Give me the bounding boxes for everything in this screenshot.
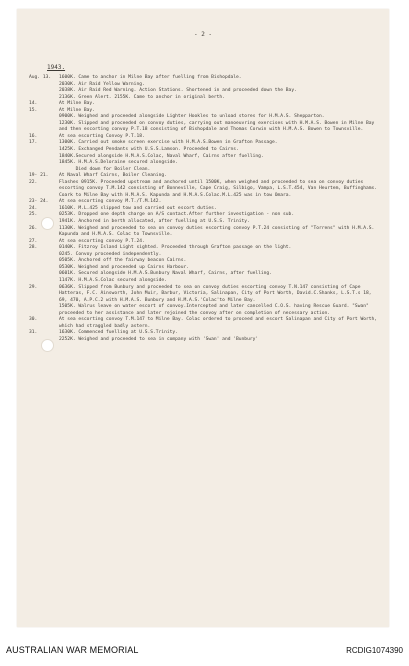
- log-entry: [29, 160, 379, 173]
- entry-date: 24.: [29, 205, 38, 211]
- entry-text: At Milne Bay.: [59, 107, 95, 113]
- entry-text: 0530K. Weighed and proceeded up Cairns Harbour.: [59, 264, 189, 270]
- log-entry: [29, 285, 379, 305]
- entry-text: 0253K. Dropped one depth charge on A/S contact.After further investigation - non sub.: [59, 212, 295, 218]
- entry-text: 2030K. Air Raid Yellow Warning.: [59, 81, 145, 87]
- log-entry: [29, 121, 379, 134]
- archive-footer: [0, 636, 409, 666]
- entry-date: 22.: [29, 179, 38, 185]
- reference-code: RCDIG1074390: [346, 646, 403, 655]
- entry-text: At Naval Wharf Cairns, Boiler Cleaning.: [59, 173, 167, 179]
- entry-text: 1845K. H.M.A.S.Deloraine secured alongside. Died down for Boiler Clean.: [59, 160, 178, 172]
- entry-text: 1230K. Slipped and proceeded on convoy duties, carrying out manoeuvring exercises with H.M.A.S. Bowen in Milne Bay and then escorting convoy P.T.18 consisting of Bishopdale and Thomas Corwin with H.M.A.S. Bowen to Townsville.: [59, 120, 378, 133]
- log-entry: [29, 180, 379, 200]
- entry-text: At sea escorting Convoy P.T.18.: [59, 133, 145, 139]
- entry-text: Flashes 0915K. Proceeded upstream and anchored until 1500K, when weighed and proceeded to sea on convoy duties escorting convoy T.M.142 consisting of Bonneville, Cape Craig, Silbigo, Vampa, L.S.T.454, Van Heurtem, Buffinghams. Coark to Milne Bay with H.M.A.S. Kapunda and H.M.A.S.Colac.M.L.425 was in tow Omara.: [59, 179, 380, 198]
- entry-date: 31.: [29, 330, 38, 336]
- entry-text: 1600K. Came to anchor in Milne Bay after fuelling from Bishopdale.: [59, 75, 242, 80]
- entry-text: 1300K. Carried out smoke screen exercise with H.M.A.S.Bowen in Grafton Passage.: [59, 140, 278, 146]
- entry-text: At sea escorting convoy T.M.147 to Milne Bay. Colac ordered to proceed and escort Salinapan and City of Port Worth, which had straggled badly astern.: [59, 317, 380, 329]
- entry-text: 2136K. Green Alert. 2155K. Came to anchor in original berth.: [59, 94, 225, 100]
- entry-text: 1941K. Anchored in berth allocated, after fuelling at U.S.S. Trinity.: [59, 219, 250, 225]
- entry-text: 1610K. M.L.425 slipped tow and carried out escort duties.: [59, 205, 217, 211]
- log-entries: [29, 75, 379, 343]
- entry-date: 27.: [29, 238, 38, 244]
- document-page: [17, 9, 389, 627]
- log-entry: [29, 304, 379, 317]
- entry-date: 15.: [29, 107, 38, 113]
- page-number: - 2 -: [193, 31, 213, 38]
- entry-text: 0505K. Anchored off the fairway beacon Cairns.: [59, 258, 187, 264]
- entry-text: 2038K. Air Raid Red Warning. Action Stations. Shortened in and proceeded down the Bay.: [59, 88, 297, 94]
- entry-text: 1147K. H.M.A.S.Colac secured alongside.: [59, 277, 167, 283]
- entry-text: 0140K. Fitzroy Island Light sighted. Proceeded through Grafton passage on the light.: [59, 245, 292, 251]
- entry-text: At Milne Bay.: [59, 101, 95, 107]
- entry-text: At sea escorting convoy M.T./T.M.142.: [59, 199, 162, 205]
- entry-date: 29.: [29, 284, 38, 290]
- entry-text: 0636K. Slipped from Bunbury and proceeded to sea on convoy duties escorting convoy T.N.147 consisting of Cape Hatteras, F.C. Ainsworth, John Muir, Barbur, Victoria, Salinapan, City of Port Worth, David.C.Shanks, L.S.T.s 18, 69, 470, A.P.C.2 with H.M.A.S. Bunbury and H.M.A.S.'Colac'to Milne Bay.: [59, 284, 375, 303]
- entry-text: 0601K. Secured alongside H.M.A.S.Bunbury Naval Wharf, Cairns, after fuelling.: [59, 271, 272, 277]
- entry-text: 0245. Convoy proceeded independently.: [59, 251, 162, 257]
- entry-date: 30.: [29, 317, 38, 323]
- entry-text: 1630K. Commenced fuelling at U.S.S.Trinity. 2252K. Weighed and proceeded to sea in company with 'Swan' and 'Bunbury': [59, 330, 259, 342]
- entry-date: 28.: [29, 245, 38, 251]
- entry-date: Aug. 13.: [29, 75, 52, 80]
- entry-text: 1425K. Exchanged Pendants with U.S.S.Lamson. Proceeded to Cairns.: [59, 147, 239, 153]
- entry-date: 14.: [29, 101, 38, 107]
- entry-date: 23- 24.: [29, 199, 49, 205]
- log-entry: [29, 330, 379, 343]
- entry-date: 19- 21.: [29, 173, 49, 179]
- entry-text: 0900K. Weighed and proceeded alongside Lighter Hookles to unload stores for H.M.A.S. Shepparton.: [59, 114, 325, 120]
- year-heading: 1943.: [47, 64, 66, 71]
- entry-date: 16.: [29, 133, 38, 139]
- entry-text: At sea escorting convoy P.T.24.: [59, 238, 145, 244]
- entry-text: 1840K.Secured alongside H.M.A.S.Colac, Naval Wharf, Cairns after fuelling.: [59, 153, 264, 159]
- log-entry: [29, 317, 379, 330]
- entry-date: 25.: [29, 212, 38, 218]
- entry-text: 1505K. Walrus leave on water escort of convoy.Intercepted and later cancelled C.O.S. having Rescue Guard. "Swan" proceeded to her assistance and later rejoined the convoy after on completion of necessary action.: [59, 304, 372, 316]
- entry-text: 1130K. Weighed and proceeded to sea on convoy duties escorting convoy P.T.24 consisting of "Torrens" with H.M.A.S. Kapunda and H.M.A.S. Colac to Townsville.: [59, 225, 378, 238]
- entry-date: 17.: [29, 140, 38, 146]
- institution-label: AUSTRALIAN WAR MEMORIAL: [6, 645, 139, 655]
- entry-date: 26.: [29, 225, 38, 231]
- log-entry: [29, 226, 379, 239]
